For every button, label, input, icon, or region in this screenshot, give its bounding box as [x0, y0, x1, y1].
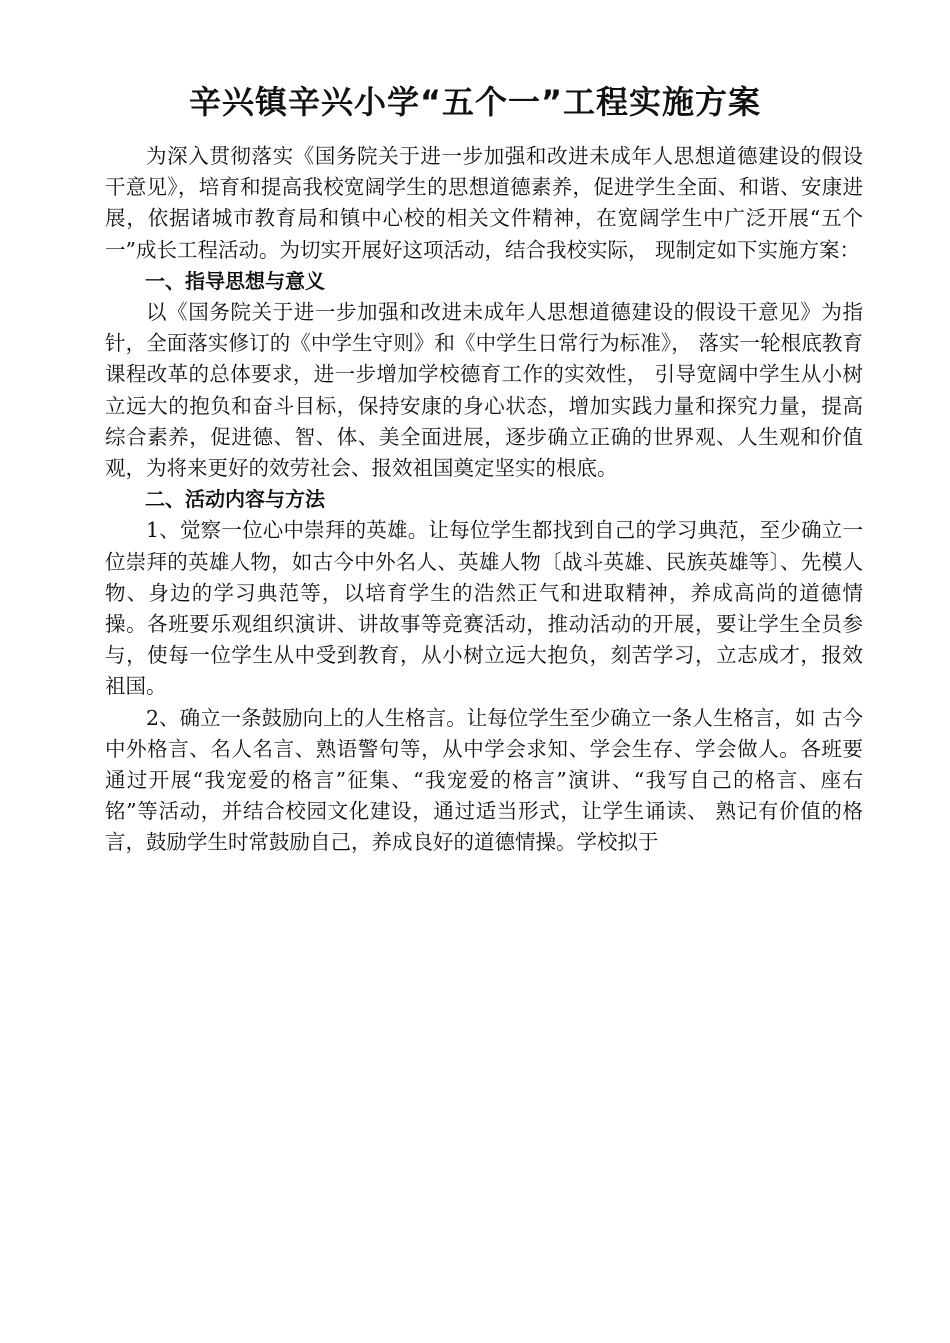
guiding-ideas-paragraph: 以《国务院关于进一步加强和改进未成年人思想道德建设的假设干意见》为指针，全面落实修订的《中学生守则》和《中学生日常行为标准》， 落实一轮根底教育课程改革的总体要求，进一步增加学校德育工作的实效性， 引导宽阔中学生从小树立远大的抱负和奋斗目标，保持安康的身心状态，增加实践力量和探究力量，提高综合素养，促进德、智、体、美全面进展，逐步确立正确的世界观、人生观和价值观，为将来更好的效劳社会、报效祖国奠定坚实的根底。 — [105, 300, 863, 481]
document-title: 辛兴镇辛兴小学“五个一”工程实施方案 — [188, 83, 762, 121]
activity-item-1: 1、觉察一位心中崇拜的英雄。让每位学生都找到自己的学习典范，至少确立一位崇拜的英雄人物，如古今中外名人、英雄人物〔战斗英雄、民族英雄等〕、先模人物、身边的学习典范等，以培育学生的浩然正气和进取精神，养成高尚的道德情操。各班要乐观组织演讲、讲故事等竞赛活动，推动活动的开展，要让学生全员参与，使每一位学生从中受到教育，从小树立远大抱负，刻苦学习，立志成才，报效祖国。 — [105, 518, 863, 699]
section-heading-activities: 二、活动内容与方法 — [145, 487, 325, 512]
document-body — [105, 141, 863, 859]
intro-paragraph: 为深入贯彻落实《国务院关于进一步加强和改进未成年人思想道德建设的假设干意见》，培育和提高我校宽阔学生的思想道德素养，促进学生全面、和谐、安康进展，依据诸城市教育局和镇中心校的相关文件精神，在宽阔学生中广泛开展“五个一”成长工程活动。为切实开展好这项活动，结合我校实际， 现制定如下实施方案： — [105, 144, 863, 262]
section-heading-guiding-ideas: 一、指导思想与意义 — [145, 268, 325, 293]
activity-item-2: 2、确立一条鼓励向上的人生格言。让每位学生至少确立一条人生格言，如 古今中外格言、名人名言、熟语警句等，从中学会求知、学会生存、学会做人。各班要通过开展“我宠爱的格言”征集、“我宠爱的格言”演讲、“我写自己的格言、座右铭”等活动，并结合校园文化建设，通过适当形式，让学生诵读、 熟记有价值的格言，鼓励学生时常鼓励自己，养成良好的道德情操。学校拟于 — [105, 705, 863, 855]
